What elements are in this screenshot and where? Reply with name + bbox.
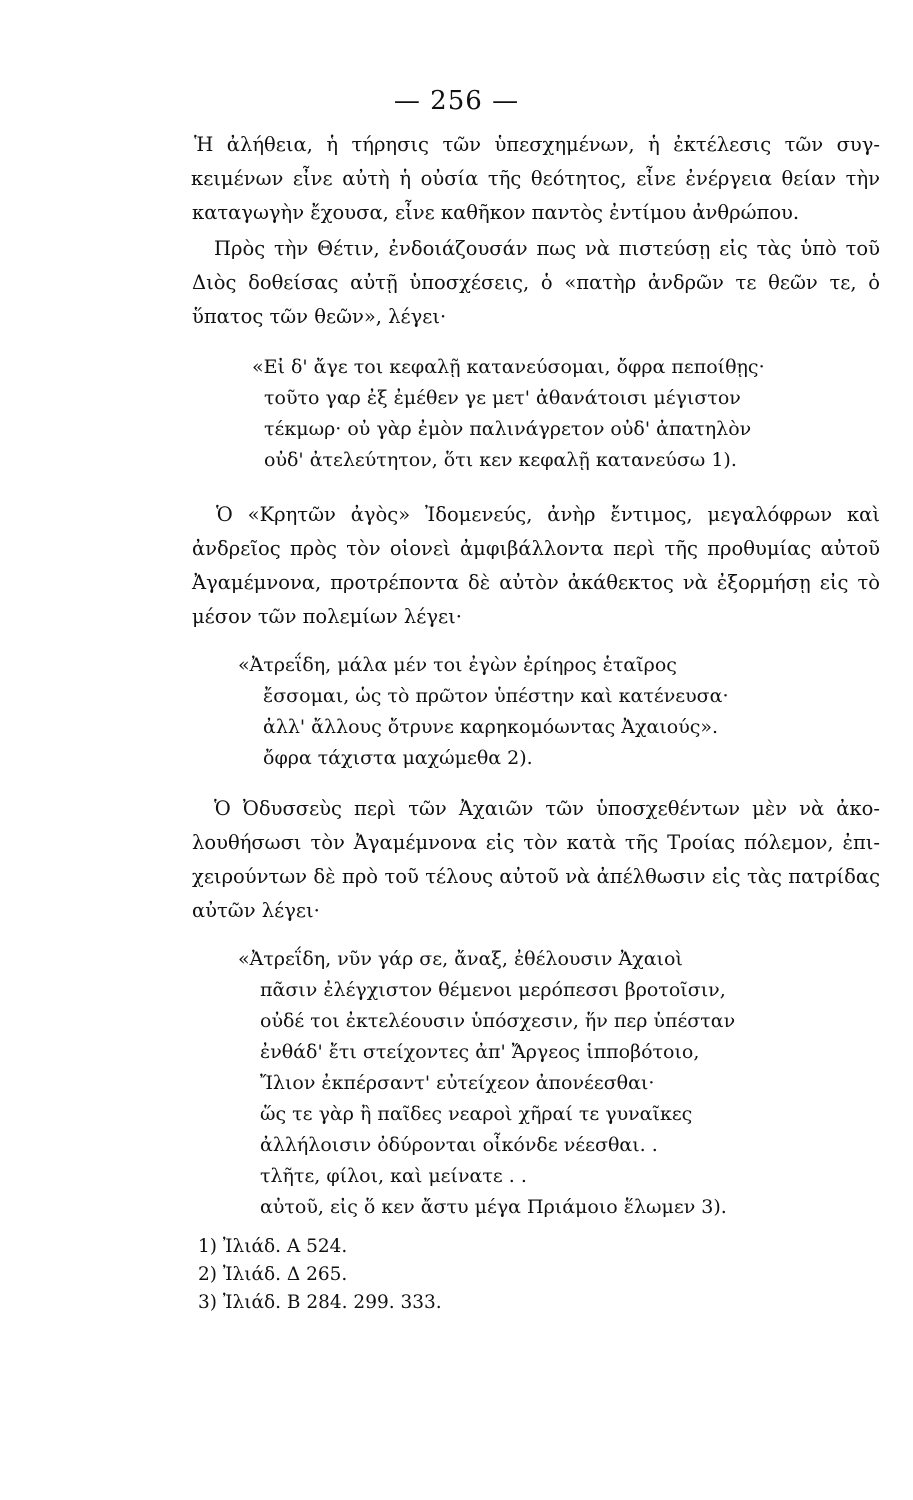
verse-line: «Ἀτρεΐδη, μάλα μέν τοι ἐγὼν ἐρίηρος ἑταῖρος bbox=[238, 654, 677, 676]
paragraph-3-line: ἀνδρεῖος πρὸς τὸν οἱονεὶ ἀμφιβάλλοντα περὶ τῆς προθυμίας αὐτοῦ bbox=[192, 537, 880, 560]
verse-line: ἀλλήλοισιν ὀδύρονται οἶκόνδε νέεσθαι. . bbox=[260, 1134, 658, 1156]
paragraph-4-line: λουθήσωσι τὸν Ἀγαμέμνονα εἰς τὸν κατὰ τῆς Τροίας πόλεμον, ἐπι- bbox=[192, 831, 880, 854]
footnote: 1) Ἰλιάδ. Α 524. bbox=[198, 1236, 348, 1257]
paragraph-4-line: χειρούντων δὲ πρὸ τοῦ τέλους αὐτοῦ νὰ ἀπέλθωσιν εἰς τὰς πατρίδας bbox=[192, 865, 880, 888]
paragraph-2-line: Πρὸς τὴν Θέτιν, ἐνδοιάζουσάν πως νὰ πιστεύσῃ εἰς τὰς ὑπὸ τοῦ bbox=[214, 237, 880, 260]
paragraph-3-line: Ἀγαμέμνονα, προτρέποντα δὲ αὐτὸν ἀκάθεκτος νὰ ἐξορμήσῃ εἰς τὸ bbox=[192, 571, 880, 594]
verse-line: ὥς τε γὰρ ἢ παῖδες νεαροὶ χῆραί τε γυναῖκες bbox=[260, 1103, 693, 1125]
paragraph-3 bbox=[192, 498, 880, 634]
verse-line: «Ἀτρεΐδη, νῦν γάρ σε, ἄναξ, ἐθέλουσιν Ἀχαιοὶ bbox=[238, 948, 683, 970]
footnotes bbox=[198, 1233, 442, 1317]
verse-line: αὐτοῦ, εἰς ὅ κεν ἄστυ μέγα Πριάμοιο ἕλωμεν 3). bbox=[260, 1196, 727, 1218]
paragraph-3-line: μέσον τῶν πολεμίων λέγει· bbox=[192, 605, 462, 628]
paragraph-2-line: Διὸς δοθείσας αὐτῇ ὑποσχέσεις, ὁ «πατὴρ ἀνδρῶν τε θεῶν τε, ὁ bbox=[192, 271, 880, 294]
paragraph-1-line: καταγωγὴν ἔχουσα, εἶνε καθῆκον παντὸς ἐντίμου ἀνθρώπου. bbox=[192, 201, 800, 224]
paragraph-1-line: κειμένων εἶνε αὐτὴ ἡ οὐσία τῆς θεότητος, εἶνε ἐνέργεια θείαν τὴν bbox=[191, 167, 880, 190]
paragraph-1-line: Ἡ ἀλήθεια, ἡ τήρησις τῶν ὑπεσχημένων, ἡ ἐκτέλεσις τῶν συγ- bbox=[194, 133, 880, 156]
verse-line: πᾶσιν ἐλέγχιστον θέμενοι μερόπεσσι βροτοῖσιν, bbox=[260, 979, 726, 1001]
verse-line: τλῆτε, φίλοι, καὶ μείνατε . . bbox=[260, 1165, 527, 1187]
verse-line: ὄφρα τάχιστα μαχώμεθα 2). bbox=[263, 747, 533, 769]
paragraph-2-line: ὕπατος τῶν θεῶν», λέγει· bbox=[192, 305, 447, 328]
verse-line: ἔσσομαι, ὡς τὸ πρῶτον ὑπέστην καὶ κατένευσα· bbox=[263, 685, 729, 707]
paragraph-4-line: αὐτῶν λέγει· bbox=[192, 899, 320, 922]
verse-line: τέκμωρ· οὐ γὰρ ἐμὸν παλινάγρετον οὐδ' ἀπατηλὸν bbox=[264, 418, 752, 440]
verse-line: οὐδ' ἀτελεύτητον, ὅτι κεν κεφαλῇ κατανεύσω 1). bbox=[264, 449, 737, 471]
verse-line: ἀλλ' ἄλλους ὄτρυνε καρηκομόωντας Ἀχαιούς». bbox=[263, 716, 719, 738]
paragraph-1 bbox=[192, 128, 880, 230]
footnote: 2) Ἰλιάδ. Δ 265. bbox=[198, 1264, 348, 1285]
verse-line: οὐδέ τοι ἐκτελέουσιν ὑπόσχεσιν, ἥν περ ὑπέσταν bbox=[260, 1010, 736, 1032]
verse-line: τοῦτο γαρ ἐξ ἐμέθεν γε μετ' ἀθανάτοισι μέγιστον bbox=[264, 387, 741, 409]
paragraph-2 bbox=[192, 232, 880, 334]
verse-line: ἐνθάδ' ἔτι στείχοντες ἀπ' Ἄργεος ἱπποβότοιο, bbox=[260, 1041, 700, 1063]
verse-line: Ἴλιον ἐκπέρσαντ' εὐτείχεον ἀπονέεσθαι· bbox=[260, 1072, 655, 1094]
paragraph-4 bbox=[192, 792, 880, 928]
verse-quote-2 bbox=[238, 650, 729, 774]
verse-quote-3 bbox=[238, 944, 735, 1223]
footnote: 3) Ἰλιάδ. Β 284. 299. 333. bbox=[198, 1292, 442, 1313]
paragraph-4-line: Ὁ Ὀδυσσεὺς περὶ τῶν Ἀχαιῶν τῶν ὑποσχεθέντων μὲν νὰ ἀκο- bbox=[214, 797, 880, 820]
page-number: — 256 — bbox=[393, 86, 520, 116]
paragraph-3-line: Ὁ «Κρητῶν ἀγὸς» Ἰδομενεύς, ἀνὴρ ἔντιμος, μεγαλόφρων καὶ bbox=[216, 503, 880, 526]
verse-line: «Εἰ δ' ἄγε τοι κεφαλῇ κατανεύσομαι, ὄφρα πεποίθῃς· bbox=[252, 356, 765, 378]
verse-quote-1 bbox=[252, 352, 765, 476]
